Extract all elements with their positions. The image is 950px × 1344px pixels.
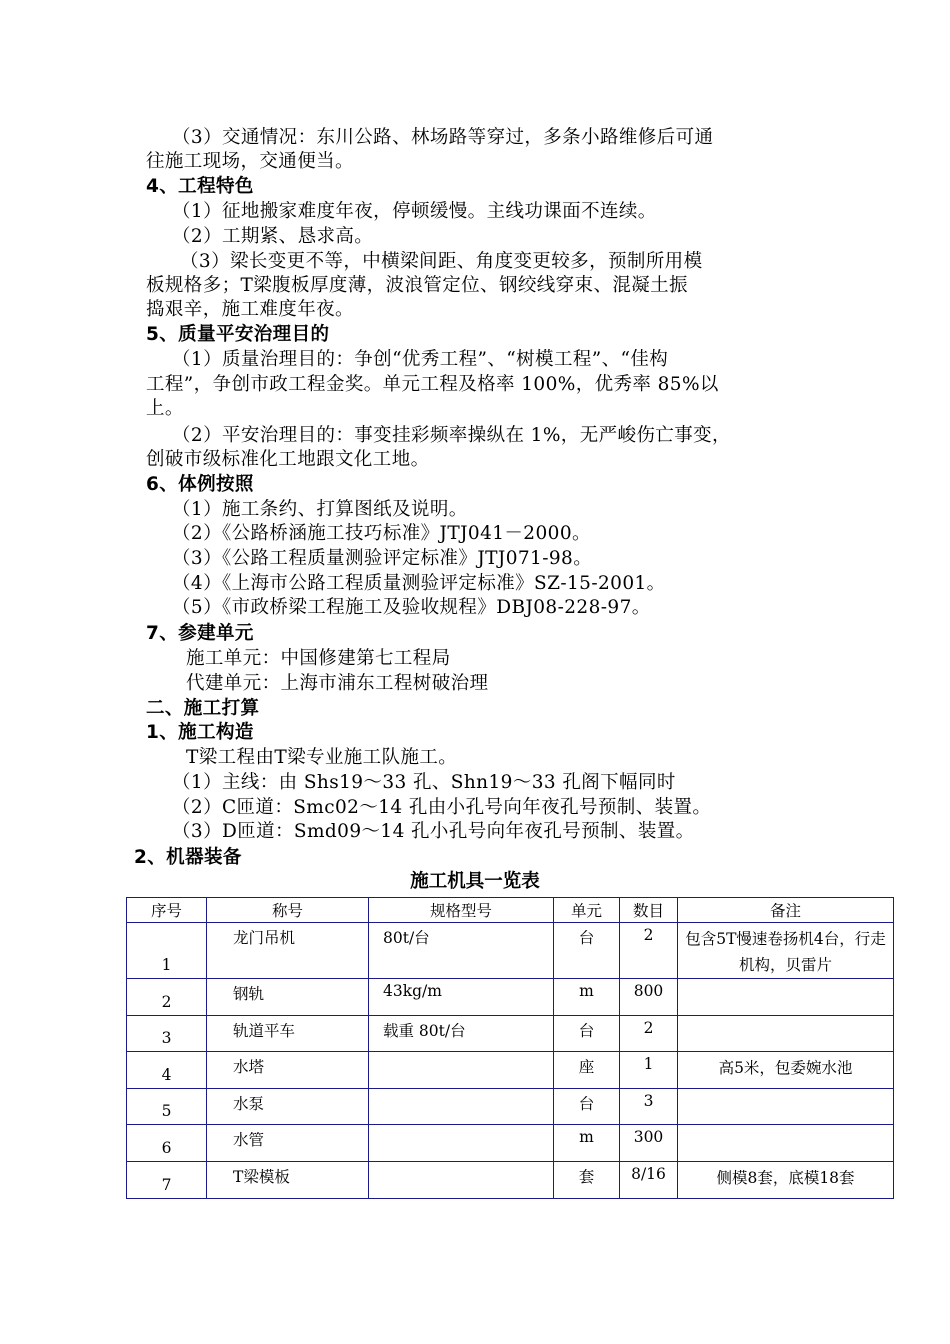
- feature-3-line-2: 板规格多；T梁腹板厚度薄，波浪管定位、钢绞线穿束、混凝土振: [146, 275, 688, 296]
- tbeam-ramp-d: （3）D匝道：Smd09～14 孔小孔号向年夜孔号预制、装置。: [172, 821, 695, 842]
- cell-spec: [369, 1162, 554, 1199]
- cell-spec: [369, 1089, 554, 1125]
- safety-line-2: 创破市级标准化工地跟文化工地。: [146, 449, 430, 470]
- tbeam-ramp-c: （2）C匝道：Smc02～14 孔由小孔号向年夜孔号预制、装置。: [172, 797, 712, 818]
- cell-qty: 300: [620, 1125, 678, 1162]
- heading-basis: 6、体例按照: [146, 474, 254, 495]
- tbeam-intro: T梁工程由T梁专业施工队施工。: [186, 747, 458, 768]
- table-header-row: [127, 898, 894, 923]
- cell-note: [678, 1016, 894, 1052]
- cell-name: 龙门吊机: [207, 923, 369, 979]
- heading-machinery: 2、机器装备: [134, 847, 242, 868]
- feature-1: （1）征地搬家难度年夜，停顿缓慢。主线功课面不连续。: [172, 201, 657, 222]
- cell-qty: 800: [620, 979, 678, 1016]
- equipment-table: [126, 897, 894, 1199]
- quality-line-3: 上。: [146, 398, 184, 419]
- cell-spec: [369, 1125, 554, 1162]
- cell-note: [678, 979, 894, 1016]
- heading-quality-safety: 5、质量平安治理目的: [146, 324, 330, 345]
- quality-line-2: 工程”，争创市政工程金奖。单元工程及格率 100%，优秀率 85%以: [146, 374, 719, 395]
- feature-3-line-3: 捣艰辛，施工难度年夜。: [146, 299, 354, 320]
- cell-no: 6: [127, 1125, 207, 1162]
- cell-name: 水泵: [207, 1089, 369, 1125]
- table-row: [127, 1089, 894, 1125]
- cell-name: 轨道平车: [207, 1016, 369, 1052]
- basis-3: （3）《公路工程质量测验评定标准》JTJ071-98。: [172, 548, 593, 569]
- traffic-line-2: 往施工现场，交通便当。: [146, 151, 354, 172]
- cell-qty: 1: [620, 1052, 678, 1089]
- cell-note: 侧模8套，底模18套: [678, 1162, 894, 1199]
- cell-name: 钢轨: [207, 979, 369, 1016]
- cell-note: [678, 1125, 894, 1162]
- agent-unit: 代建单元：上海市浦东工程树破治理: [186, 673, 489, 694]
- cell-unit: 套: [554, 1162, 620, 1199]
- cell-qty: 2: [620, 923, 678, 979]
- heading-engineering-features: 4、工程特色: [146, 176, 254, 197]
- basis-4: （4）《上海市公路工程质量测验评定标准》SZ-15-2001。: [172, 573, 666, 594]
- cell-qty: 8/16: [620, 1162, 678, 1199]
- table-row: [127, 923, 894, 979]
- header-unit: 单元: [554, 898, 620, 923]
- heading-units: 7、参建单元: [146, 623, 254, 644]
- cell-name: 水管: [207, 1125, 369, 1162]
- traffic-line-1: （3）交通情况：东川公路、林场路等穿过，多条小路维修后可通: [172, 127, 714, 148]
- cell-unit: 座: [554, 1052, 620, 1089]
- header-spec: 规格型号: [369, 898, 554, 923]
- table-title: 施工机具一览表: [410, 871, 540, 892]
- cell-unit: 台: [554, 923, 620, 979]
- basis-2: （2）《公路桥涵施工技巧标准》JTJ041－2000。: [172, 523, 591, 544]
- cell-qty: 2: [620, 1016, 678, 1052]
- heading-construction-organization: 1、施工构造: [146, 722, 254, 743]
- cell-no: 7: [127, 1162, 207, 1199]
- table-row: [127, 1016, 894, 1052]
- table-row: [127, 979, 894, 1016]
- construction-unit: 施工单元：中国修建第七工程局: [186, 648, 451, 669]
- cell-no: 5: [127, 1089, 207, 1125]
- table-row: [127, 1162, 894, 1199]
- cell-name: T梁模板: [207, 1162, 369, 1199]
- cell-no: 3: [127, 1016, 207, 1052]
- cell-note: 高5米，包委婉水池: [678, 1052, 894, 1089]
- safety-line-1: （2）平安治理目的：事变挂彩频率操纵在 1%，无严峻伤亡事变，: [172, 425, 731, 446]
- header-qty: 数目: [620, 898, 678, 923]
- tbeam-mainline: （1）主线：由 Shs19～33 孔、Shn19～33 孔阁下幅同时: [172, 772, 676, 793]
- table-row: [127, 1125, 894, 1162]
- cell-note: [678, 1089, 894, 1125]
- cell-spec: 载重 80t/台: [369, 1016, 554, 1052]
- cell-spec: 43kg/m: [369, 979, 554, 1016]
- basis-5: （5）《市政桥梁工程施工及验收规程》DBJ08-228-97。: [172, 597, 651, 618]
- cell-unit: m: [554, 979, 620, 1016]
- table-row: [127, 1052, 894, 1089]
- cell-unit: 台: [554, 1016, 620, 1052]
- cell-name: 水塔: [207, 1052, 369, 1089]
- cell-no: 4: [127, 1052, 207, 1089]
- cell-qty: 3: [620, 1089, 678, 1125]
- heading-construction-plan: 二、施工打算: [146, 698, 260, 719]
- cell-no: 2: [127, 979, 207, 1016]
- quality-line-1: （1）质量治理目的：争创“优秀工程”、“树模工程”、“佳构: [172, 349, 669, 370]
- header-note: 备注: [678, 898, 894, 923]
- header-name: 称号: [207, 898, 369, 923]
- cell-unit: 台: [554, 1089, 620, 1125]
- cell-note: 包含5T慢速卷扬机4台，行走机构，贝雷片: [678, 923, 894, 979]
- cell-spec: 80t/台: [369, 923, 554, 979]
- cell-unit: m: [554, 1125, 620, 1162]
- feature-2: （2）工期紧、恳求高。: [172, 226, 374, 247]
- header-no: 序号: [127, 898, 207, 923]
- cell-spec: [369, 1052, 554, 1089]
- basis-1: （1）施工条约、打算图纸及说明。: [172, 499, 468, 520]
- cell-no: 1: [127, 923, 207, 979]
- feature-3-line-1: （3）梁长变更不等，中横梁间距、角度变更较多，预制所用模: [180, 251, 703, 272]
